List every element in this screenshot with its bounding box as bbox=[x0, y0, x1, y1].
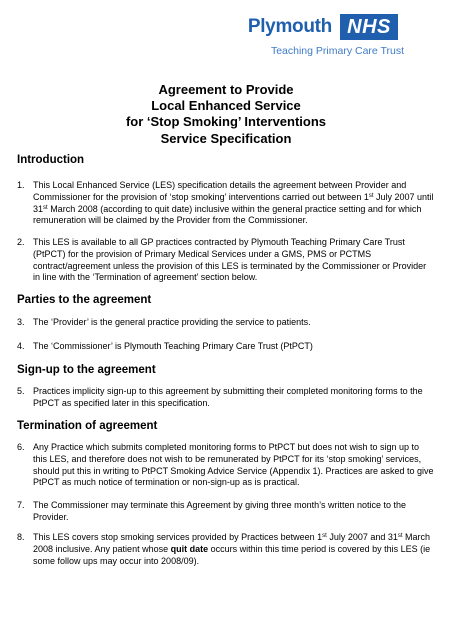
paragraph-6 bbox=[17, 442, 435, 489]
paragraph-text: This LES covers stop smoking services provided by Practices between 1st July 2007 and 31st March 2008 inclusive. Any patient whose quit date occurs within this time period is covered by this LES (ie some follow ups may occur into 2008/09). bbox=[33, 532, 431, 566]
title-line-2: Local Enhanced Service bbox=[151, 98, 301, 113]
paragraph-number: 4. bbox=[17, 341, 25, 351]
paragraph-3 bbox=[17, 317, 435, 329]
logo-org-name: Plymouth bbox=[247, 16, 332, 37]
title-line-1: Agreement to Provide bbox=[158, 82, 294, 97]
paragraph-text: Practices implicity sign-up to this agreement by submitting their completed monitoring forms to the PtPCT as specified later in this specification. bbox=[33, 386, 423, 408]
heading-termination: Termination of agreement bbox=[17, 420, 158, 432]
paragraph-text: The ‘Provider’ is the general practice providing the service to patients. bbox=[33, 317, 311, 327]
document-title bbox=[0, 82, 452, 130]
paragraph-text: The ‘Commissioner’ is Plymouth Teaching Primary Care Trust (PtPCT) bbox=[33, 341, 313, 351]
paragraph-number: 7. bbox=[17, 500, 25, 510]
paragraph-7 bbox=[17, 500, 435, 524]
paragraph-4 bbox=[17, 341, 435, 353]
paragraph-number: 1. bbox=[17, 180, 25, 190]
paragraph-text: This Local Enhanced Service (LES) specification details the agreement between Provider and Commissioner for the provision of ‘stop smoking’ interventions carried out between 1st July 2007 until 31st March 2008 (according to quit date) inclusive within the general practice setting and for which remuneration will be claimed by the Provider from the Commissioner. bbox=[33, 180, 434, 226]
paragraph-text: The Commissioner may terminate this Agreement by giving three month’s written notice to the Provider. bbox=[33, 500, 407, 522]
spec-title: Service Specification bbox=[160, 131, 292, 146]
heading-parties: Parties to the agreement bbox=[17, 294, 152, 306]
paragraph-2 bbox=[17, 237, 435, 284]
paragraph-number: 3. bbox=[17, 317, 25, 327]
paragraph-text: This LES is available to all GP practices contracted by Plymouth Teaching Primary Care Trust (PtPCT) for the provision of Primary Medical Services under a GMS, PMS or PCTMS contract/agreement unless the provision of this LES is terminated by the Commissioner or Provider in line with the ‘Termination of agreement’ section below. bbox=[33, 237, 427, 283]
paragraph-8 bbox=[17, 532, 435, 567]
paragraph-number: 6. bbox=[17, 442, 25, 452]
heading-introduction: Introduction bbox=[17, 154, 85, 166]
paragraph-1 bbox=[17, 180, 435, 227]
title-line-3: for ‘Stop Smoking’ Interventions bbox=[125, 114, 327, 129]
paragraph-number: 2. bbox=[17, 237, 25, 247]
paragraph-number: 8. bbox=[17, 532, 25, 542]
paragraph-number: 5. bbox=[17, 386, 25, 396]
paragraph-5 bbox=[17, 386, 435, 410]
logo-subtitle: Teaching Primary Care Trust bbox=[270, 45, 404, 57]
nhs-badge: NHS bbox=[340, 14, 398, 40]
org-logo bbox=[238, 10, 428, 58]
heading-signup: Sign-up to the agreement bbox=[17, 364, 156, 376]
paragraph-text: Any Practice which submits completed monitoring forms to PtPCT but does not wish to sign up to this LES, and therefore does not wish to be remunerated by PtPCT for its ‘stop smoking’ services, should put this in writing to PtPCT Smoking Advice Service (Appendix 1). Practices are asked to give PtPCT as much notice of termination or non-sign-up as is practical. bbox=[33, 442, 434, 488]
